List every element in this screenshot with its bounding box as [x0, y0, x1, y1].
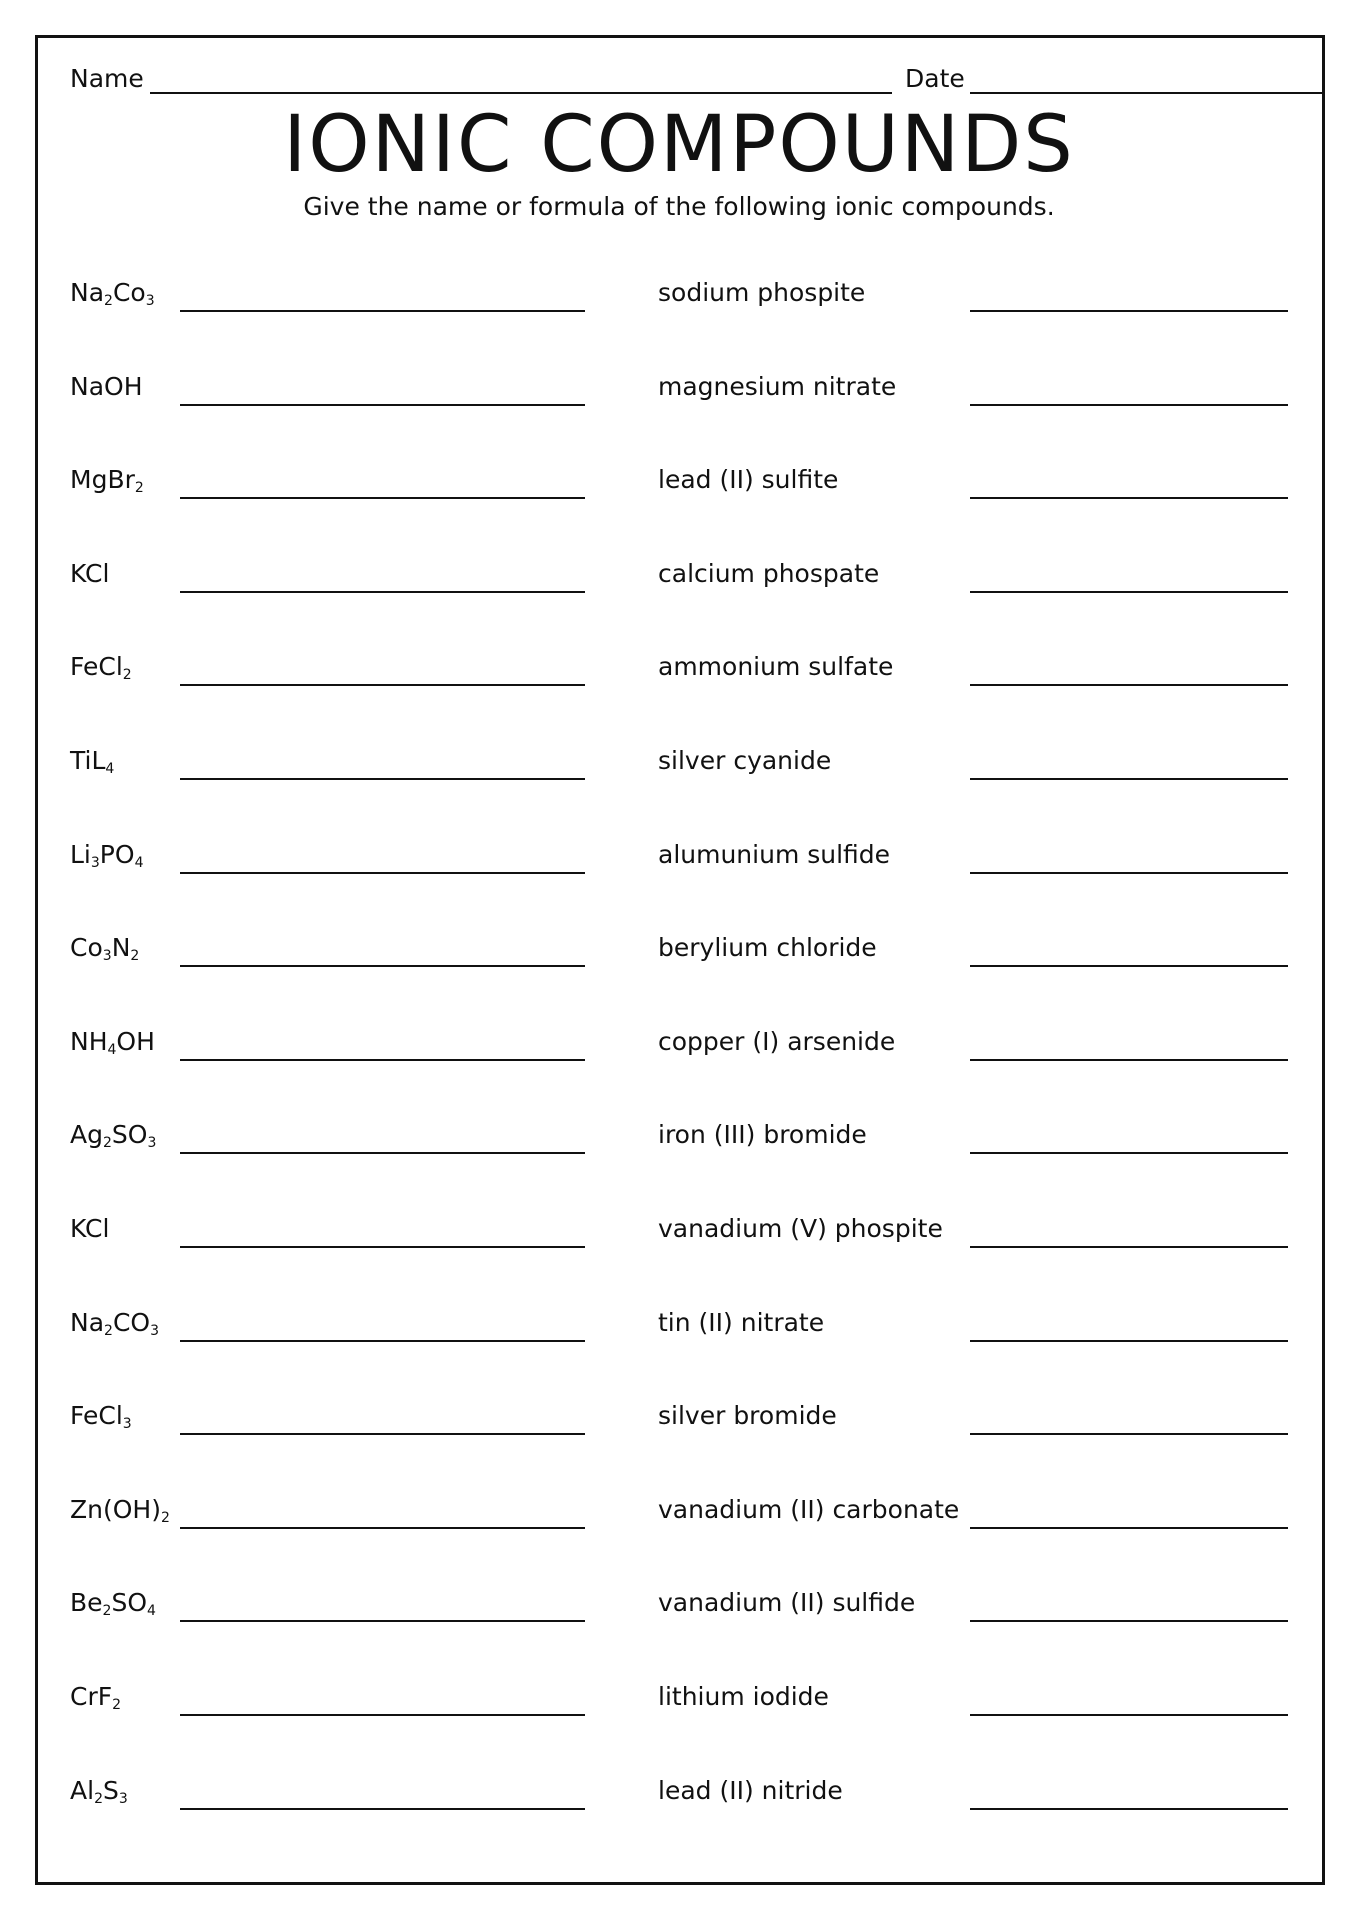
name-field-line[interactable]	[150, 92, 892, 94]
instructions: Give the name or formula of the following ionic compounds.	[303, 192, 1055, 221]
formula-segment: MgBr	[70, 465, 135, 495]
answer-line[interactable]	[180, 591, 585, 593]
formula-subscript: 3	[145, 293, 155, 309]
compound-name-text: tin (II) nitrate	[658, 1307, 825, 1337]
answer-line[interactable]	[970, 684, 1288, 686]
answer-line[interactable]	[970, 1527, 1288, 1529]
compound-name-text: iron (III) bromide	[658, 1120, 867, 1150]
answer-line[interactable]	[180, 684, 585, 686]
answer-line[interactable]	[180, 1433, 585, 1435]
formula-column	[70, 270, 590, 1861]
answer-line[interactable]	[970, 1620, 1288, 1622]
compound-name-row	[658, 1300, 1288, 1394]
formula-row	[70, 832, 590, 926]
formula-text	[70, 1776, 128, 1807]
formula-row	[70, 1768, 590, 1862]
formula-subscript: 3	[118, 1790, 128, 1807]
formula-text	[70, 1214, 109, 1243]
formula-subscript: 2	[122, 667, 132, 684]
formula-text	[70, 1682, 121, 1713]
formula-segment: Ag	[70, 1120, 103, 1150]
answer-line[interactable]	[970, 965, 1288, 967]
formula-row	[70, 1019, 590, 1113]
formula-subscript: 2	[104, 293, 113, 309]
formula-text	[70, 1120, 156, 1151]
formula-segment: SO	[111, 1588, 148, 1618]
compound-name-text: lithium iodide	[658, 1681, 829, 1711]
formula-segment: CrF	[70, 1681, 113, 1711]
answer-line[interactable]	[180, 1246, 585, 1248]
answer-line[interactable]	[180, 1527, 585, 1529]
formula-subscript: 4	[105, 760, 115, 777]
answer-line[interactable]	[970, 1714, 1288, 1716]
name-column	[658, 270, 1288, 1861]
answer-line[interactable]	[970, 1433, 1288, 1435]
formula-segment: Be	[70, 1588, 103, 1618]
formula-subscript: 2	[102, 1603, 112, 1620]
formula-row	[70, 1206, 590, 1300]
formula-text	[70, 278, 155, 309]
formula-text	[70, 465, 144, 496]
compound-name-row	[658, 270, 1288, 364]
formula-segment: Al	[70, 1775, 95, 1805]
compound-name-row	[658, 925, 1288, 1019]
formula-subscript: 2	[102, 1135, 112, 1152]
formula-subscript: 2	[134, 480, 144, 497]
formula-subscript: 3	[102, 948, 112, 965]
header-row	[70, 60, 1322, 100]
formula-text	[70, 746, 114, 777]
answer-line[interactable]	[970, 404, 1288, 406]
answer-line[interactable]	[180, 497, 585, 499]
formula-segment: Zn(OH)	[70, 1494, 161, 1524]
answer-line[interactable]	[970, 310, 1288, 312]
formula-segment: Na	[70, 278, 105, 307]
compound-name-text: alumunium sulfide	[658, 839, 891, 869]
answer-line[interactable]	[180, 778, 585, 780]
answer-line[interactable]	[180, 872, 585, 874]
formula-segment: FeCl	[70, 652, 123, 682]
answer-line[interactable]	[180, 1059, 585, 1061]
name-label: Name	[70, 64, 144, 93]
formula-subscript: 3	[90, 854, 100, 871]
formula-row	[70, 925, 590, 1019]
formula-subscript: 2	[130, 948, 140, 965]
compound-name-text: berylium chloride	[658, 933, 877, 963]
answer-line[interactable]	[180, 1620, 585, 1622]
answer-line[interactable]	[180, 310, 585, 312]
answer-line[interactable]	[180, 965, 585, 967]
answer-line[interactable]	[970, 591, 1288, 593]
compound-name-text: vanadium (V) phospite	[658, 1213, 943, 1243]
answer-line[interactable]	[970, 1059, 1288, 1061]
compound-name-text: lead (II) nitride	[658, 1775, 843, 1805]
formula-segment: N	[111, 933, 131, 963]
formula-row	[70, 457, 590, 551]
formula-segment: Na	[70, 1307, 105, 1337]
answer-line[interactable]	[180, 1808, 585, 1810]
answer-line[interactable]	[970, 1808, 1288, 1810]
formula-segment: FeCl	[70, 1401, 123, 1431]
formula-text	[70, 652, 132, 683]
answer-line[interactable]	[970, 778, 1288, 780]
compound-name-row	[658, 364, 1288, 458]
compound-name-text: sodium phospite	[658, 278, 866, 307]
formula-row	[70, 364, 590, 458]
compound-name-row	[658, 1487, 1288, 1581]
formula-row	[70, 738, 590, 832]
answer-line[interactable]	[180, 1714, 585, 1716]
formula-segment: Co	[70, 933, 103, 963]
formula-row	[70, 551, 590, 645]
formula-row	[70, 1674, 590, 1768]
formula-segment: SO	[111, 1120, 148, 1150]
compound-name-text: lead (II) sulfite	[658, 465, 839, 495]
compound-name-row	[658, 738, 1288, 832]
compound-name-text: calcium phospate	[658, 558, 880, 588]
formula-subscript: 3	[150, 1322, 160, 1339]
formula-text	[70, 933, 139, 964]
formula-row	[70, 1580, 590, 1674]
formula-segment: NH	[70, 1026, 108, 1056]
answer-line[interactable]	[970, 1340, 1288, 1342]
formula-row	[70, 1112, 590, 1206]
compound-name-text: copper (I) arsenide	[658, 1026, 896, 1056]
formula-text	[70, 840, 143, 871]
compound-name-text: vanadium (II) carbonate	[658, 1494, 960, 1524]
formula-subscript: 4	[134, 854, 144, 871]
date-label: Date	[905, 64, 965, 93]
compound-name-row	[658, 832, 1288, 926]
formula-row	[70, 1393, 590, 1487]
formula-segment: Co	[112, 278, 146, 307]
compound-name-row	[658, 1768, 1288, 1862]
answer-line[interactable]	[180, 1340, 585, 1342]
formula-row	[70, 1300, 590, 1394]
compound-name-text: silver bromide	[658, 1401, 837, 1431]
page-title: IONIC COMPOUNDS	[283, 100, 1075, 190]
formula-segment: CO	[112, 1307, 151, 1337]
formula-subscript: 2	[160, 1509, 170, 1526]
answer-line[interactable]	[970, 1152, 1288, 1154]
compound-name-text: ammonium sulfate	[658, 652, 894, 682]
compound-name-text: silver cyanide	[658, 745, 832, 775]
compound-name-row	[658, 644, 1288, 738]
compound-name-row	[658, 1206, 1288, 1300]
formula-subscript: 3	[147, 1135, 157, 1152]
formula-text	[70, 372, 143, 401]
formula-subscript: 2	[104, 1322, 113, 1339]
compound-name-row	[658, 1674, 1288, 1768]
formula-text	[70, 559, 109, 588]
formula-text	[70, 1588, 156, 1619]
answer-line[interactable]	[180, 404, 585, 406]
formula-segment: Li	[70, 839, 91, 869]
compound-name-row	[658, 1393, 1288, 1487]
answer-line[interactable]	[970, 497, 1288, 499]
formula-subscript: 4	[107, 1041, 117, 1058]
formula-segment: S	[102, 1775, 119, 1805]
formula-segment: PO	[99, 839, 135, 869]
formula-segment: KCl	[70, 1213, 110, 1243]
formula-subscript: 2	[94, 1790, 103, 1807]
formula-row	[70, 644, 590, 738]
formula-subscript: 4	[147, 1603, 156, 1620]
formula-segment: NaOH	[70, 371, 143, 401]
formula-subscript: 3	[122, 1416, 132, 1433]
compound-name-text: vanadium (II) sulfide	[658, 1588, 916, 1618]
compound-name-row	[658, 1019, 1288, 1113]
date-field-line[interactable]	[970, 92, 1322, 94]
formula-text	[70, 1495, 170, 1526]
compound-name-row	[658, 1112, 1288, 1206]
formula-row	[70, 1487, 590, 1581]
formula-text	[70, 1308, 159, 1339]
answer-line[interactable]	[970, 1246, 1288, 1248]
compound-name-text: magnesium nitrate	[658, 371, 897, 401]
compound-name-row	[658, 457, 1288, 551]
answer-line[interactable]	[970, 872, 1288, 874]
formula-text	[70, 1027, 155, 1058]
formula-subscript: 2	[112, 1696, 122, 1713]
compound-name-row	[658, 551, 1288, 645]
formula-segment: TiL	[70, 745, 106, 775]
formula-segment: KCl	[70, 558, 110, 588]
answer-line[interactable]	[180, 1152, 585, 1154]
formula-text	[70, 1401, 132, 1432]
compound-name-row	[658, 1580, 1288, 1674]
formula-segment: OH	[116, 1026, 155, 1056]
formula-row	[70, 270, 590, 364]
